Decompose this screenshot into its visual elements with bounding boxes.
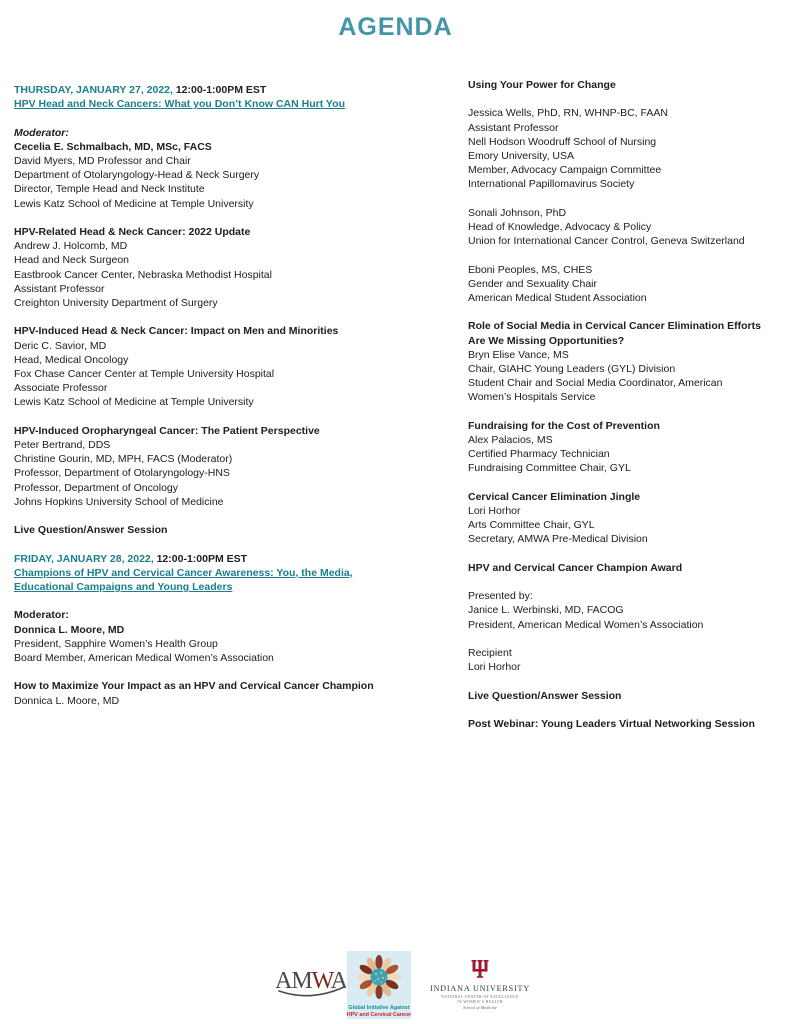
text-line <box>468 277 788 291</box>
text-span: Cecelia E. Schmalbach, MD, MSc, FACS <box>14 140 212 153</box>
text-span[interactable]: Educational Campaigns and Young Leaders <box>14 581 233 594</box>
talk-title <box>468 319 788 333</box>
talk-title <box>14 424 466 438</box>
text-span: Nell Hodson Woodruff School of Nursing <box>468 135 657 148</box>
text-span: HPV and Cervical Cancer Champion Award <box>468 561 683 574</box>
svg-text:School of Medicine: School of Medicine <box>463 1005 497 1010</box>
moderator-label <box>14 126 466 140</box>
text-line <box>468 618 788 632</box>
svg-text:NATIONAL CENTER OF EXCELLENCE: NATIONAL CENTER OF EXCELLENCE <box>441 995 519 999</box>
text-line <box>468 121 788 135</box>
text-line <box>14 197 466 211</box>
text-span: Donnica L. Moore, MD <box>14 694 120 707</box>
speaker-name <box>14 140 466 154</box>
text-span: Arts Committee Chair, GYL <box>468 519 595 532</box>
talk-title <box>468 334 788 348</box>
text-span: Sonali Johnson, PhD <box>468 206 567 219</box>
right-column <box>468 78 788 745</box>
text-span: President, American Medical Women’s Association <box>468 618 704 631</box>
talk-title <box>468 561 788 575</box>
text-line <box>14 637 466 651</box>
speaker-name <box>468 106 788 120</box>
svg-text:INDIANA UNIVERSITY: INDIANA UNIVERSITY <box>430 984 530 993</box>
text-span: HPV-Related Head & Neck Cancer: 2022 Update <box>14 226 251 238</box>
text-span: Using Your Power for Change <box>468 79 616 91</box>
text-span: Head and Neck Surgeon <box>14 254 129 267</box>
session-title-link[interactable] <box>14 97 466 111</box>
text-line <box>14 651 466 665</box>
svg-text:AMWA: AMWA <box>276 968 346 994</box>
text-span: Professor, Department of Otolaryngology-HNS <box>14 467 230 480</box>
session-date-thursday <box>14 83 466 97</box>
agenda-block <box>14 424 466 509</box>
text-line <box>468 376 788 390</box>
text-line <box>468 532 788 546</box>
text-span: Department of Otolaryngology-Head & Neck Surgery <box>14 169 260 182</box>
speaker-name <box>468 660 788 674</box>
text-span: Cervical Cancer Elimination Jingle <box>468 490 641 503</box>
text-span: Andrew J. Holcomb, MD <box>14 240 128 253</box>
text-span: President, Sapphire Women’s Health Group <box>14 637 218 650</box>
text-line <box>14 381 466 395</box>
speaker-name <box>468 263 788 277</box>
text-span: Women’s Hospitals Service <box>468 391 596 404</box>
text-span: Deric C. Savior, MD <box>14 339 107 352</box>
agenda-block <box>468 106 788 191</box>
text-span: Assistant Professor <box>468 121 559 134</box>
text-span: HPV-Induced Oropharyngeal Cancer: The Patient Perspective <box>14 424 320 437</box>
speaker-name <box>468 504 788 518</box>
agenda-block <box>468 589 788 632</box>
text-span: David Myers, MD Professor and Chair <box>14 155 191 167</box>
text-span: Fundraising for the Cost of Prevention <box>468 419 660 432</box>
agenda-block <box>14 679 466 707</box>
speaker-name <box>14 452 466 466</box>
text-span: Alex Palacios, MS <box>468 434 553 446</box>
text-span: Lori Horhor <box>468 661 521 674</box>
text-span: Bryn Elise Vance, MS <box>468 348 569 361</box>
text-line <box>14 367 466 381</box>
text-line <box>14 466 466 480</box>
text-line <box>14 282 466 296</box>
agenda-block <box>14 552 466 595</box>
text-line <box>14 268 466 282</box>
speaker-name <box>14 694 466 708</box>
text-span: THURSDAY, JANUARY 27, 2022, <box>14 84 176 96</box>
text-span: Moderator: <box>14 126 69 139</box>
text-span: Live Question/Answer Session <box>14 524 168 537</box>
session-date-friday <box>14 552 466 566</box>
text-span: Head of Knowledge, Advocacy & Policy <box>468 221 652 233</box>
text-line <box>14 253 466 267</box>
text-span: Associate Professor <box>14 382 108 395</box>
text-span: Peter Bertrand, DDS <box>14 439 111 452</box>
text-span: Lewis Katz School of Medicine at Temple University <box>14 396 254 409</box>
text-span[interactable]: Champions of HPV and Cervical Cancer Awareness: You, the Media, <box>14 566 353 579</box>
text-line <box>14 182 466 196</box>
text-span: Lori Horhor <box>468 505 521 517</box>
text-line <box>468 646 788 660</box>
text-line <box>468 149 788 163</box>
text-line <box>468 589 788 603</box>
speaker-name <box>14 339 466 353</box>
text-span: Donnica L. Moore, MD <box>14 623 125 636</box>
text-span: Certified Pharmacy Technician <box>468 448 610 461</box>
agenda-block <box>468 561 788 575</box>
talk-title <box>14 679 466 693</box>
text-span: Assistant Professor <box>14 282 105 295</box>
amwa-logo-icon <box>276 964 346 1000</box>
giahc-logo <box>347 951 411 1019</box>
agenda-block <box>468 646 788 674</box>
moderator-label <box>14 608 466 622</box>
text-line <box>468 362 788 376</box>
speaker-name <box>468 603 788 617</box>
agenda-block <box>468 78 788 92</box>
left-column <box>14 83 466 722</box>
agenda-block <box>14 608 466 665</box>
text-line <box>468 220 788 234</box>
svg-text:IN WOMEN’S HEALTH: IN WOMEN’S HEALTH <box>457 1000 503 1004</box>
text-span: FRIDAY, JANUARY 28, 2022, <box>14 552 157 565</box>
text-span: Christine Gourin, MD, MPH, FACS (Moderator) <box>14 453 233 466</box>
speaker-name <box>14 239 466 253</box>
text-span: 12:00-1:00PM EST <box>156 552 248 565</box>
text-span: 12:00-1:00PM EST <box>175 84 267 96</box>
text-line <box>14 296 466 310</box>
text-span: Creighton University Department of Surgery <box>14 297 218 310</box>
text-span: Johns Hopkins University School of Medicine <box>14 495 224 508</box>
svg-text:HPV and Cervical Cancer: HPV and Cervical Cancer <box>347 1012 411 1018</box>
svg-text:Global Initiative Against: Global Initiative Against <box>348 1005 410 1011</box>
page-title: AGENDA <box>338 13 453 41</box>
text-span: Eastbrook Cancer Center, Nebraska Methodist Hospital <box>14 268 272 281</box>
text-span: Director, Temple Head and Neck Institute <box>14 183 205 196</box>
text-span: Eboni Peoples, MS, CHES <box>468 263 593 276</box>
talk-title <box>468 78 788 92</box>
text-span: Lewis Katz School of Medicine at Temple University <box>14 197 254 210</box>
text-span: Board Member, American Medical Women’s Association <box>14 652 274 665</box>
text-line <box>468 234 788 248</box>
text-line <box>468 163 788 177</box>
agenda-block <box>468 490 788 547</box>
agenda-block <box>468 263 788 306</box>
text-line <box>14 481 466 495</box>
iu-trident-icon <box>430 958 530 1014</box>
agenda-block <box>14 126 466 211</box>
talk-title <box>14 225 466 239</box>
text-span: Recipient <box>468 646 512 659</box>
agenda-block <box>14 324 466 409</box>
text-span[interactable]: HPV Head and Neck Cancers: What you Don’t Know CAN Hurt You <box>14 98 345 111</box>
text-line <box>468 447 788 461</box>
text-span: Chair, GIAHC Young Leaders (GYL) Division <box>468 363 676 375</box>
agenda-block <box>468 689 788 703</box>
agenda-block <box>468 206 788 249</box>
text-line <box>14 154 466 168</box>
text-span: Gender and Sexuality Chair <box>468 277 597 290</box>
text-span: Are We Missing Opportunities? <box>468 334 625 347</box>
text-span: Member, Advocacy Campaign Committee <box>468 164 662 177</box>
text-span: Post Webinar: Young Leaders Virtual Networking Session <box>468 717 755 730</box>
agenda-block <box>468 717 788 731</box>
text-line <box>468 177 788 191</box>
text-line <box>14 353 466 367</box>
text-span: Jessica Wells, PhD, RN, WHNP-BC, FAAN <box>468 107 668 120</box>
agenda-block <box>468 319 788 404</box>
talk-title <box>468 717 788 731</box>
text-span: American Medical Student Association <box>468 292 647 304</box>
giahc-hands-globe-icon <box>347 951 411 1019</box>
text-span: Emory University, USA <box>468 150 574 162</box>
talk-title <box>468 689 788 703</box>
text-span: Student Chair and Social Media Coordinator, American <box>468 377 723 390</box>
text-span: Moderator: <box>14 609 69 622</box>
text-span: Head, Medical Oncology <box>14 353 129 366</box>
text-span: Union for International Cancer Control, Geneva Switzerland <box>468 235 745 248</box>
agenda-block <box>468 419 788 476</box>
text-span: Professor, Department of Oncology <box>14 481 178 494</box>
text-line <box>468 461 788 475</box>
talk-title <box>468 419 788 433</box>
talk-title <box>468 490 788 504</box>
text-line <box>14 168 466 182</box>
talk-title <box>14 324 466 338</box>
text-span: Live Question/Answer Session <box>468 689 622 702</box>
text-span: Presented by: <box>468 590 533 603</box>
text-span: Fundraising Committee Chair, GYL <box>468 462 631 475</box>
amwa-logo <box>276 964 346 1000</box>
indiana-university-logo <box>430 958 530 1014</box>
text-span: HPV-Induced Head & Neck Cancer: Impact on Men and Minorities <box>14 325 339 338</box>
session-title-link[interactable] <box>14 566 466 580</box>
speaker-name <box>468 433 788 447</box>
agenda-block <box>14 225 466 310</box>
speaker-name <box>468 348 788 362</box>
speaker-name <box>468 206 788 220</box>
text-span: Janice L. Werbinski, MD, FACOG <box>468 604 624 617</box>
text-span: Fox Chase Cancer Center at Temple University Hospital <box>14 368 275 381</box>
text-line <box>468 390 788 404</box>
text-span: International Papillomavirus Society <box>468 178 635 191</box>
text-line <box>468 518 788 532</box>
talk-title <box>14 523 466 537</box>
text-span: How to Maximize Your Impact as an HPV and Cervical Cancer Champion <box>14 680 374 693</box>
text-line <box>468 291 788 305</box>
text-span: Role of Social Media in Cervical Cancer Elimination Efforts <box>468 320 761 333</box>
text-line <box>468 135 788 149</box>
text-line <box>14 395 466 409</box>
agenda-block <box>14 83 466 111</box>
text-span: Secretary, AMWA Pre-Medical Division <box>468 533 648 546</box>
text-line <box>14 495 466 509</box>
session-title-link[interactable] <box>14 580 466 594</box>
speaker-name <box>14 438 466 452</box>
speaker-name <box>14 623 466 637</box>
agenda-block <box>14 523 466 537</box>
